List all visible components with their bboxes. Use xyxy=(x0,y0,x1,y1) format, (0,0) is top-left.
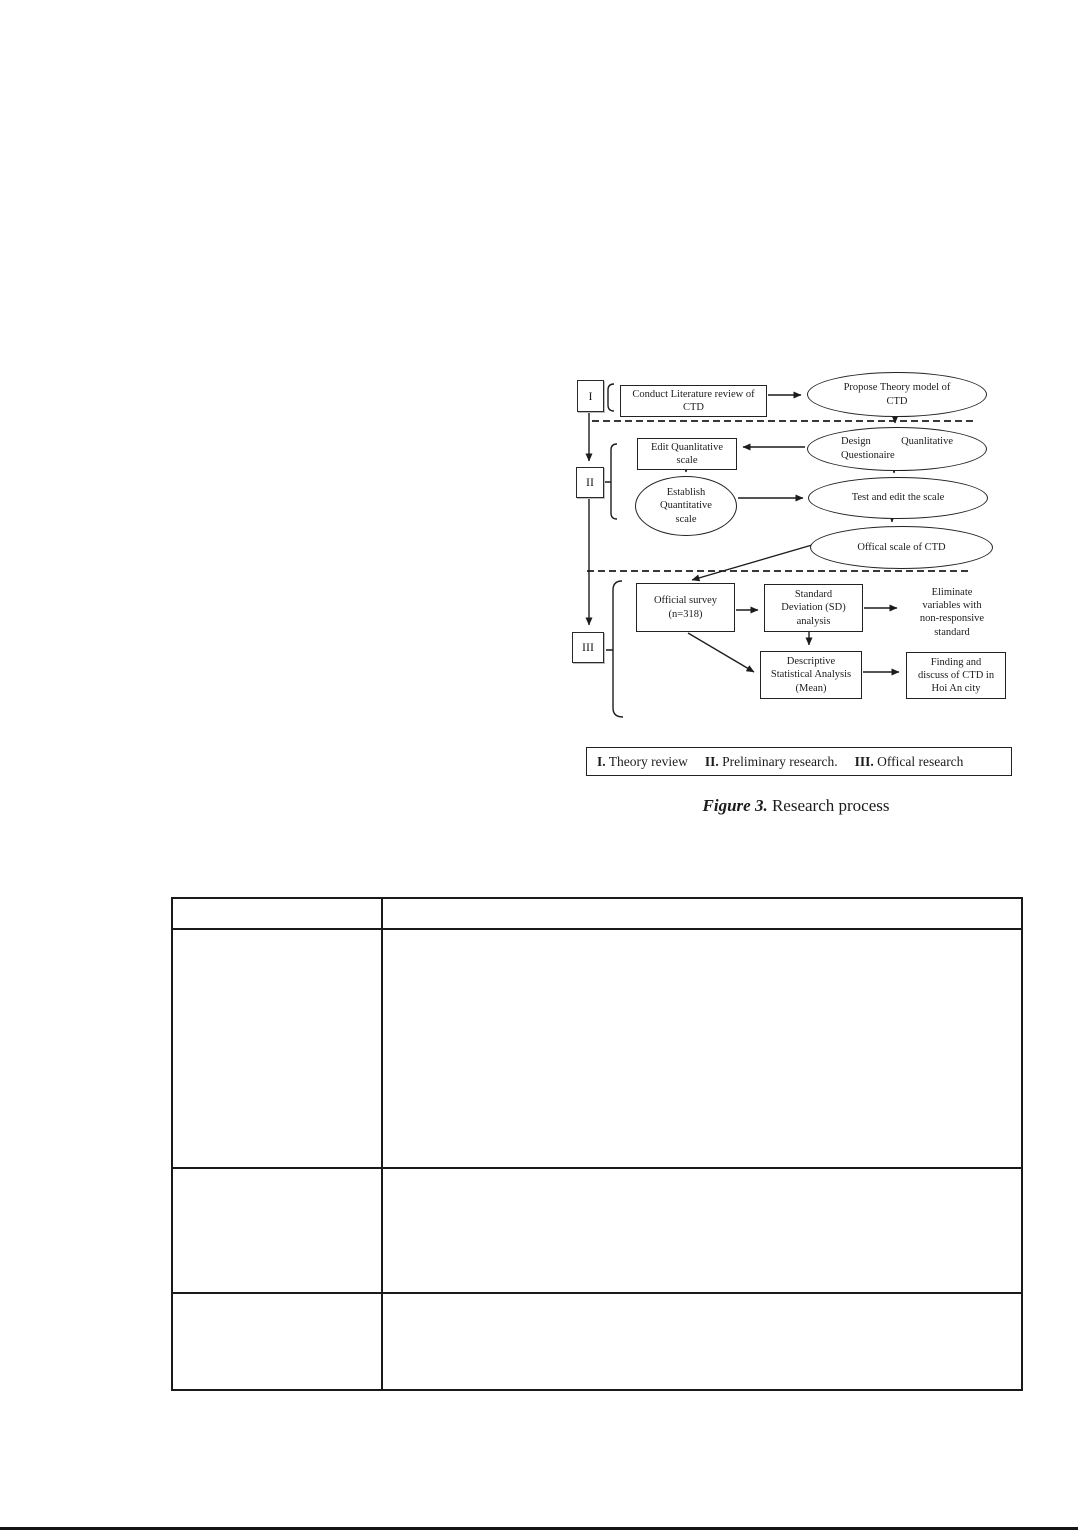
node-conduct-literature-review xyxy=(620,385,767,417)
table-cell xyxy=(382,1293,1022,1390)
node-design-questionnaire xyxy=(807,427,987,471)
node-text-line: Test and edit the scale xyxy=(851,492,945,504)
stage-box-III xyxy=(572,632,604,663)
node-propose-theory-model xyxy=(807,372,987,417)
node-text-line: Edit Quanlitative xyxy=(650,441,724,453)
figure-caption-label: Figure 3. xyxy=(702,796,768,815)
node-text-line: Establish xyxy=(666,487,706,499)
figure-legend xyxy=(586,747,1012,776)
table-cell xyxy=(172,898,382,929)
node-text-line: (n=318) xyxy=(668,608,703,620)
node-text-line: Quantitative xyxy=(660,500,712,512)
node-text-line: CTD xyxy=(683,402,704,413)
table-cell xyxy=(172,1293,382,1390)
table-row xyxy=(172,929,1022,1168)
node-offical-scale-of-ctd xyxy=(810,526,993,569)
legend-numeral: I. xyxy=(597,753,606,769)
table-row xyxy=(172,1293,1022,1390)
stage2-bracket xyxy=(605,444,617,519)
figure-caption-text: Research process xyxy=(771,796,890,815)
table-row xyxy=(172,898,1022,929)
node-text-line: CTD xyxy=(886,395,908,407)
node-edit-qualitative-scale xyxy=(637,438,737,470)
node-text-line: scale xyxy=(676,455,698,466)
node-text-line: Descriptive xyxy=(786,656,836,668)
legend-item-theory-review xyxy=(597,754,688,770)
table-cell xyxy=(172,1168,382,1293)
legend-text: Preliminary research. xyxy=(722,753,838,769)
stage3-bracket xyxy=(606,581,623,717)
arrow-survey-to-descriptive xyxy=(688,633,754,672)
node-official-survey xyxy=(636,583,735,632)
node-text-line: Official survey xyxy=(653,595,718,607)
node-text-line: Finding and xyxy=(930,656,982,668)
table-cell xyxy=(382,898,1022,929)
node-text-line: Standard xyxy=(794,589,833,601)
table-cell xyxy=(172,929,382,1168)
legend-item-offical-research xyxy=(855,754,964,770)
figure-caption xyxy=(546,796,1046,816)
table-row xyxy=(172,1168,1022,1293)
node-text-line: Questionaire xyxy=(841,450,895,461)
legend-text: Theory review xyxy=(608,753,688,769)
stage-label-I: I xyxy=(588,388,593,403)
node-text-line: analysis xyxy=(796,615,831,627)
node-text-line: variables with xyxy=(922,600,982,612)
node-text-line: discuss of CTD in xyxy=(917,669,995,681)
node-text-word: Design xyxy=(841,436,871,448)
legend-item-preliminary-research xyxy=(705,754,838,770)
node-eliminate-variables-text xyxy=(903,586,1001,638)
node-text-line: (Mean) xyxy=(795,682,827,694)
node-text-line: scale xyxy=(675,513,697,525)
node-text-line: Offical scale of CTD xyxy=(857,541,946,553)
stage1-bracket xyxy=(608,384,614,411)
node-text-line: Deviation (SD) xyxy=(781,602,846,614)
stage-box-I xyxy=(577,380,604,412)
node-text-line: Statistical Analysis xyxy=(770,669,852,681)
arrow-offical-to-survey xyxy=(692,545,812,580)
node-text-block xyxy=(841,435,953,462)
table-cell xyxy=(382,929,1022,1168)
page-bottom-rule xyxy=(0,1527,1078,1530)
node-text-line: Hoi An city xyxy=(931,683,981,694)
node-text-line: Conduct Literature review of xyxy=(632,388,755,400)
stage-label-II: II xyxy=(586,475,594,489)
legend-numeral: II. xyxy=(704,753,719,769)
stage-label-III: III xyxy=(582,640,594,654)
stage-box-II xyxy=(576,467,604,498)
legend-numeral: III. xyxy=(854,753,874,769)
node-descriptive-statistical-analysis xyxy=(760,651,862,699)
table-cell xyxy=(382,1168,1022,1293)
node-establish-quantitative-scale xyxy=(635,476,737,536)
node-text-line: non-responsive xyxy=(919,613,985,625)
node-text-line: Propose Theory model of xyxy=(843,382,951,394)
node-standard-deviation-analysis xyxy=(764,584,863,632)
node-text-line: standard xyxy=(934,626,970,638)
legend-text: Offical research xyxy=(877,753,964,769)
node-text-word: Quanlitative xyxy=(901,436,953,448)
node-text-line: Eliminate xyxy=(931,587,973,598)
node-test-and-edit-scale xyxy=(808,477,988,519)
content-table xyxy=(171,897,1023,1391)
node-finding-and-discuss xyxy=(906,652,1006,699)
